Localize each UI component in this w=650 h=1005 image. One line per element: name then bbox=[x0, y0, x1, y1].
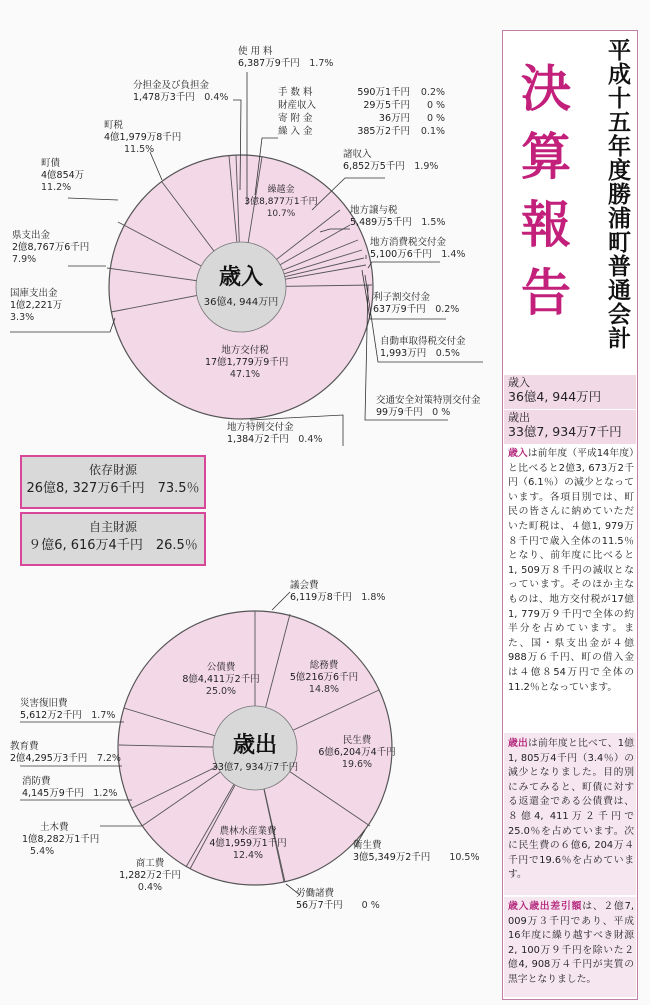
rev-label-amount: 4億854万 bbox=[41, 170, 85, 181]
rev-label-name: 町債 bbox=[41, 158, 61, 169]
rev-label-name: 地方交付税 bbox=[221, 345, 269, 356]
rev-label-amount: 1,993万円 bbox=[380, 348, 427, 359]
paragraph-expense-text: は前年度と比べて、1億1, 805万4千円（3.4％）の減少となりました。目的別にみてみると、町債に対する返還金である公債費は、８億4, 411万２千円で25.0％を占めています。次に民生費の６億6, 204万４千円で19.6％を占めています。 bbox=[508, 738, 634, 881]
rev-label-pct: 1.4% bbox=[441, 249, 466, 260]
summary-expense-value: 33億7, 934万7千円 bbox=[508, 424, 622, 439]
exp-label-pct: 7.2% bbox=[96, 753, 121, 764]
rev-label-pct: 3.3% bbox=[10, 312, 35, 323]
exp-label-gikai bbox=[290, 580, 385, 604]
rev-label-jidousha bbox=[380, 336, 466, 360]
exp-label-shoukou bbox=[115, 858, 185, 894]
exp-label-name: 公債費 bbox=[206, 662, 236, 673]
exp-label-soumu bbox=[288, 660, 360, 696]
rev-label-pct: 11.2% bbox=[41, 182, 72, 193]
rev-label-chihou-koufuzei bbox=[205, 345, 289, 381]
rev-label-pct: 0.5% bbox=[435, 348, 460, 359]
exp-label-name: 教育費 bbox=[10, 741, 39, 752]
rev-label-jouyozei bbox=[350, 205, 445, 229]
summary-expense-label: 歳出 bbox=[508, 411, 530, 424]
exp-label-pct: 1.8% bbox=[361, 592, 386, 603]
exp-label-pct: 0.4% bbox=[137, 882, 163, 893]
own-source-box bbox=[20, 512, 206, 566]
exp-label-name: 農林水産業費 bbox=[219, 826, 277, 837]
rev-label-name: 寄 附 金 bbox=[278, 113, 313, 124]
exp-label-amount: 56万7千円 bbox=[296, 900, 343, 911]
paragraph-balance-lead: 歳入歳出差引額 bbox=[508, 901, 583, 912]
exp-label-pct: 12.4% bbox=[232, 850, 264, 861]
rev-label-shoshuunyu bbox=[343, 149, 438, 173]
exp-label-name: 土木費 bbox=[40, 822, 69, 833]
rev-label-amount: 1億2,221万 bbox=[10, 300, 63, 311]
rev-label-name: 地方譲与税 bbox=[350, 205, 398, 216]
dependent-source-label: 依存財源 bbox=[88, 463, 137, 477]
rev-label-pct: 0.2% bbox=[435, 304, 460, 315]
exp-label-kousai bbox=[178, 662, 264, 698]
exp-label-saigai bbox=[20, 698, 115, 722]
rev-label-name: 地方特例交付金 bbox=[227, 422, 294, 433]
rev-label-pct: 11.5% bbox=[124, 144, 155, 155]
rev-label-name: 自動車取得税交付金 bbox=[380, 336, 466, 347]
rev-label-amount: 637万9千円 bbox=[373, 304, 426, 315]
exp-label-pct: 19.6% bbox=[341, 759, 373, 770]
rev-label-amount: 4億1,979万8千円 bbox=[104, 132, 182, 143]
exp-label-pct: 14.8% bbox=[308, 684, 340, 695]
rev-label-kokko bbox=[10, 288, 62, 324]
exp-label-kyouiku bbox=[10, 741, 121, 765]
rev-label-amount: 2億8,767万6千円 bbox=[12, 242, 90, 253]
rev-label-pct: 0 % bbox=[426, 100, 446, 111]
rev-label-shouhizei bbox=[370, 237, 465, 261]
rev-label-chousai bbox=[41, 158, 84, 194]
rev-label-name: 交通安全対策特別交付金 bbox=[376, 395, 481, 406]
rev-label-amount: 17億1,779万9千円 bbox=[205, 357, 289, 368]
rev-label-name: 使 用 料 bbox=[238, 46, 273, 57]
expense-center-title: 歳出 bbox=[232, 733, 277, 758]
exp-label-name: 災害復旧費 bbox=[20, 698, 68, 709]
report-subtitle: 平成十五年度勝浦町普通会計 bbox=[604, 38, 631, 350]
rev-label-amount: 1,384万2千円 bbox=[227, 434, 289, 445]
exp-label-nourin bbox=[205, 826, 291, 862]
exp-label-name: 商工費 bbox=[135, 858, 165, 869]
rev-label-tokurei bbox=[227, 422, 322, 446]
rev-label-pct: 0.2% bbox=[420, 87, 446, 98]
rev-label-amount: 29万5千円 bbox=[363, 100, 410, 111]
rev-label-name: 分担金及び負担金 bbox=[133, 80, 210, 91]
exp-label-amount: 5,612万2千円 bbox=[20, 710, 82, 721]
revenue-center-title: 歳入 bbox=[218, 265, 263, 290]
rev-label-amount: 5,489万5千円 bbox=[350, 217, 412, 228]
rev-label-pct: 10.7% bbox=[266, 209, 296, 219]
exp-label-pct: 5.4% bbox=[30, 846, 55, 857]
rev-label-pct: 0.4% bbox=[298, 434, 323, 445]
exp-label-amount: 6億6,204万4千円 bbox=[318, 747, 396, 758]
exp-label-name: 消防費 bbox=[22, 776, 51, 787]
rev-label-pct: 1.5% bbox=[421, 217, 446, 228]
report-title: 決算報告 bbox=[513, 62, 572, 334]
rev-label-shiyouryou bbox=[238, 46, 333, 70]
exp-label-amount: 8億4,411万2千円 bbox=[182, 674, 260, 685]
rev-label-koutsu bbox=[376, 395, 481, 419]
exp-label-name: 衛生費 bbox=[353, 840, 382, 851]
exp-label-amount: 1,282万2千円 bbox=[119, 870, 181, 881]
rev-label-amount: 6,387万9千円 bbox=[238, 58, 300, 69]
exp-label-roudou bbox=[296, 888, 380, 912]
exp-label-pct: 1.2% bbox=[93, 788, 118, 799]
rev-label-pct: 1.7% bbox=[309, 58, 334, 69]
exp-label-pct: 0 % bbox=[361, 900, 380, 911]
rev-label-name: 町税 bbox=[104, 120, 124, 131]
revenue-center-value: 36億4, 944万円 bbox=[203, 297, 279, 308]
own-source-label: 自主財源 bbox=[88, 520, 137, 534]
summary-revenue-label: 歳入 bbox=[508, 376, 530, 389]
exp-label-amount: 3億5,349万2千円 bbox=[353, 852, 431, 863]
rev-label-pct: 0 % bbox=[426, 113, 446, 124]
expense-center-value: 33億7, 934万7千円 bbox=[211, 762, 299, 773]
paragraph-revenue-lead: 歳入 bbox=[508, 448, 528, 459]
rev-label-name: 県支出金 bbox=[12, 230, 51, 241]
summary-revenue-value: 36億4, 944万円 bbox=[508, 389, 602, 404]
exp-label-eisei bbox=[353, 840, 480, 864]
exp-label-amount: 2億4,295万3千円 bbox=[10, 753, 88, 764]
rev-label-name: 手 数 料 bbox=[278, 87, 313, 98]
exp-label-doboku bbox=[22, 822, 99, 858]
rev-label-name: 財産収入 bbox=[278, 100, 317, 111]
dependent-source-box bbox=[20, 455, 206, 509]
own-source-value: ９億6, 616万4千円 26.5％ bbox=[28, 538, 198, 553]
exp-label-shoubou bbox=[22, 776, 117, 800]
paragraph-revenue-text: は前年度（平成14年度）と比べると2億3, 673万2千円（6.1％）の減少となっています。各項目別では、町民の皆さんに納めていただいた町税は、４億1, 979万８千円で歳入全体の11.5％となり、前年度に比べると1, 509万８千円の減収となっています。そのほか主なものは、地方交付税が17億1, 779万９千円で全体の約半分を占めています。また、国・県支出金が４億988万６千円、町の借入金は４億８54万円で全体の11.2％となっています。 bbox=[508, 448, 635, 693]
exp-label-pct: 1.7% bbox=[91, 710, 116, 721]
rev-label-rishiwari bbox=[373, 292, 459, 316]
rev-label-amount: 6,852万5千円 bbox=[343, 161, 405, 172]
exp-label-pct: 10.5% bbox=[449, 852, 480, 863]
rev-label-amount: 385万2千円 bbox=[357, 126, 410, 137]
rev-label-pct: 0 % bbox=[432, 407, 451, 418]
rev-small-table bbox=[278, 86, 445, 138]
rev-label-pct: 47.1% bbox=[229, 369, 261, 380]
rev-label-name: 諸収入 bbox=[343, 149, 372, 160]
rev-label-name: 地方消費税交付金 bbox=[370, 237, 447, 248]
paragraph-balance-text: は、２億7, 009万３千円であり、平成16年度に繰り越すべき財源2, 100万９千円を除いた２億4, 908万４千円が実質の黒字となりました。 bbox=[508, 901, 634, 985]
exp-label-amount: 4,145万9千円 bbox=[22, 788, 84, 799]
rev-label-name: 利子割交付金 bbox=[373, 292, 431, 303]
exp-label-amount: 6,119万8千円 bbox=[290, 592, 352, 603]
rev-label-kenshishutsu bbox=[12, 230, 89, 266]
rev-label-name: 国庫支出金 bbox=[10, 288, 58, 299]
rev-label-amount: 36万円 bbox=[378, 113, 410, 124]
paragraph-expense-lead: 歳出 bbox=[508, 738, 528, 749]
rev-label-chouzei bbox=[104, 120, 181, 156]
rev-label-amount: 590万1千円 bbox=[357, 87, 410, 98]
rev-label-pct: 7.9% bbox=[12, 254, 37, 265]
rev-label-buntankin bbox=[133, 80, 228, 104]
rev-label-kurikoshi bbox=[243, 184, 319, 220]
exp-label-minsei bbox=[318, 735, 396, 771]
exp-label-name: 議会費 bbox=[290, 580, 319, 591]
rev-label-amount: 5,100万6千円 bbox=[370, 249, 432, 260]
dependent-source-value: 26億8, 327万6千円 73.5％ bbox=[26, 481, 200, 496]
exp-label-amount: 4億1,959万1千円 bbox=[209, 838, 287, 849]
rev-label-amount: 1,478万3千円 bbox=[133, 92, 195, 103]
rev-label-name: 繰 入 金 bbox=[278, 126, 313, 137]
exp-label-name: 民生費 bbox=[342, 735, 372, 746]
rev-label-pct: 0.1% bbox=[420, 126, 446, 137]
rev-label-pct: 1.9% bbox=[414, 161, 439, 172]
exp-label-name: 総務費 bbox=[309, 660, 339, 671]
exp-label-amount: 5億216万6千円 bbox=[289, 672, 359, 683]
exp-label-name: 労働諸費 bbox=[296, 888, 335, 899]
rev-label-name: 繰越金 bbox=[267, 185, 295, 195]
rev-label-amount: 3億8,877万1千円 bbox=[244, 197, 318, 207]
exp-label-amount: 1億8,282万1千円 bbox=[22, 834, 100, 845]
rev-label-pct: 0.4% bbox=[204, 92, 229, 103]
rev-label-amount: 99万9千円 bbox=[376, 407, 423, 418]
exp-label-pct: 25.0% bbox=[205, 686, 237, 697]
